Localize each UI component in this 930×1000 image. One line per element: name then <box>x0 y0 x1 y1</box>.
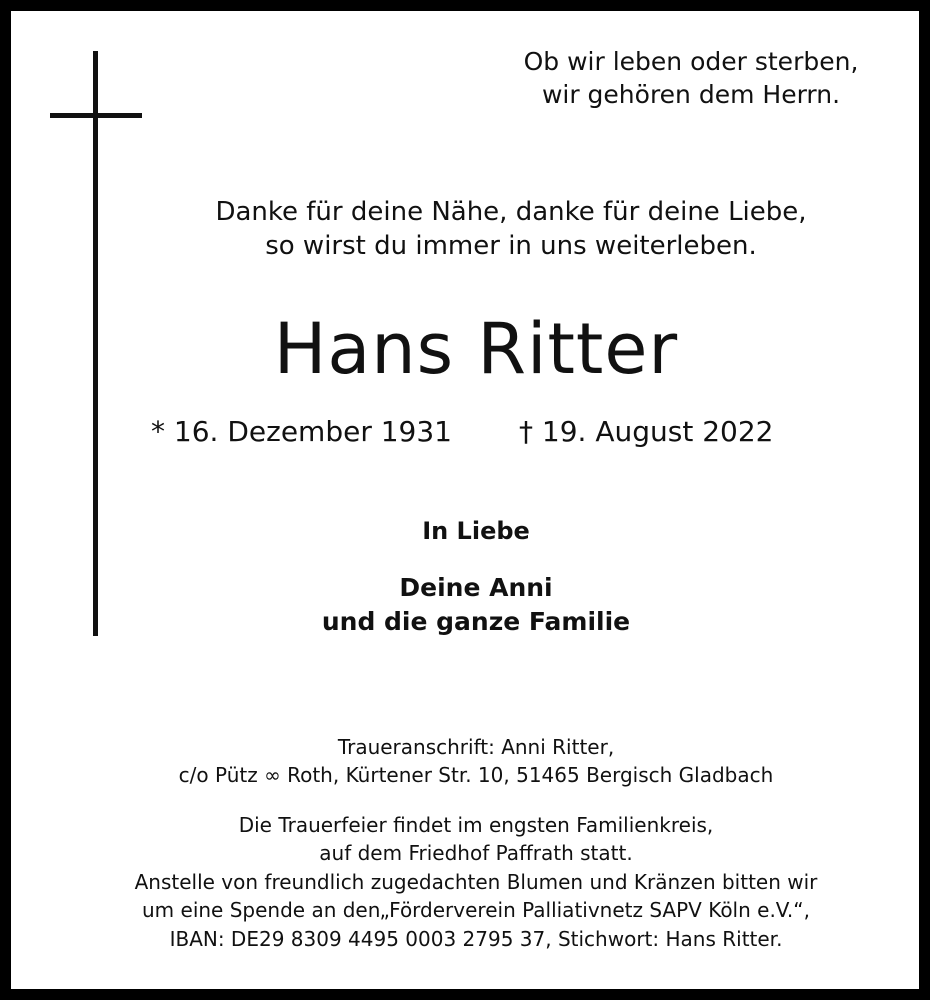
thanks-text <box>111 195 911 264</box>
deceased-name: Hans Ritter <box>273 308 679 390</box>
ceremony-info <box>41 811 911 953</box>
cross-vertical-bar <box>93 51 98 636</box>
death-date: † 19. August 2022 <box>519 415 774 448</box>
cross-horizontal-bar <box>50 113 142 118</box>
bible-verse <box>481 45 901 111</box>
mourners <box>231 571 721 639</box>
ceremony-line-4: um eine Spende an den„Förderverein Palliativnetz SAPV Köln e.V.“, <box>142 898 810 923</box>
mourners-line-1: Deine Anni <box>399 573 553 602</box>
mourners-line-2: und die ganze Familie <box>321 607 631 636</box>
mourning-address <box>51 733 901 790</box>
in-love-heading: In Liebe <box>422 517 530 545</box>
thanks-line-1: Danke für deine Nähe, danke für deine Liebe, <box>215 197 807 227</box>
birth-date: * 16. Dezember 1931 <box>151 415 452 448</box>
address-line-1: Traueranschrift: Anni Ritter, <box>337 735 615 759</box>
ceremony-line-5: IBAN: DE29 8309 4495 0003 2795 37, Stichwort: Hans Ritter. <box>169 926 783 951</box>
ceremony-line-2: auf dem Friedhof Paffrath statt. <box>319 841 633 866</box>
verse-line-2: wir gehören dem Herrn. <box>541 80 841 109</box>
ceremony-line-3: Anstelle von freundlich zugedachten Blumen und Kränzen bitten wir <box>134 869 818 894</box>
address-line-2: c/o Pütz ∞ Roth, Kürtener Str. 10, 51465 Bergisch Gladbach <box>178 763 774 788</box>
verse-line-1: Ob wir leben oder sterben, <box>523 47 859 76</box>
ceremony-line-1: Die Trauerfeier findet im engsten Familienkreis, <box>238 813 714 837</box>
thanks-line-2: so wirst du immer in uns weiterleben. <box>265 231 757 262</box>
